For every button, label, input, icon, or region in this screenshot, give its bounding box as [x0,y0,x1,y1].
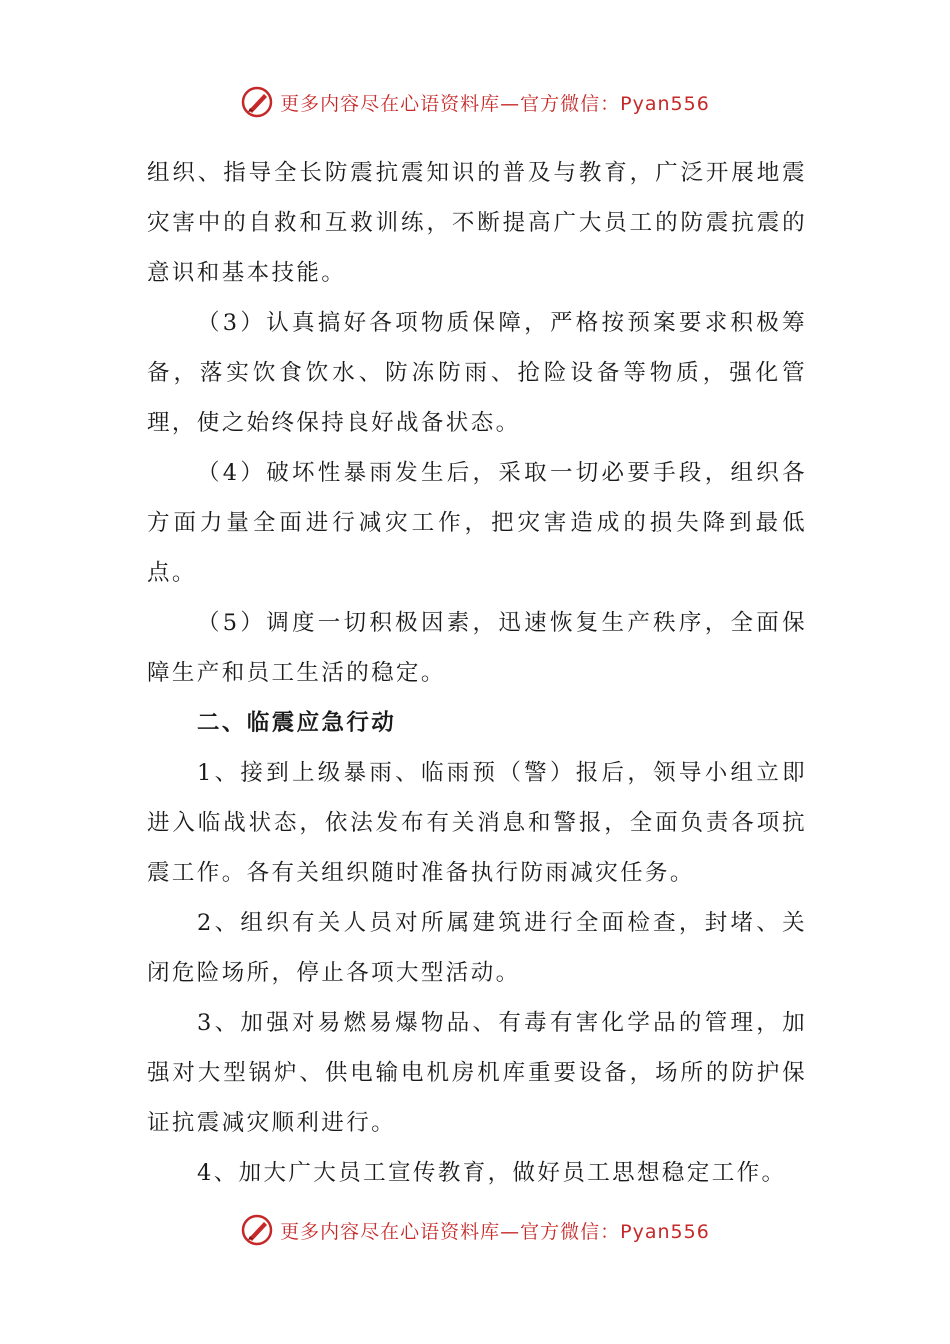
paragraph: （4）破坏性暴雨发生后，采取一切必要手段，组织各方面力量全面进行减灾工作，把灾害造成的损失降到最低点。 [147,460,807,586]
watermark-text: 更多内容尽在心语资料库—官方微信：Pyan556 [280,92,710,115]
paragraph: 4、加大广大员工宣传教育，做好员工思想稳定工作。 [197,1160,787,1186]
paragraph: 1、接到上级暴雨、临雨预（警）报后，领导小组立即进入临战状态，依法发布有关消息和警报，全面负责各项抗震工作。各有关组织随时准备执行防雨减灾任务。 [147,760,807,886]
paragraph: （5）调度一切积极因素，迅速恢复生产秩序，全面保障生产和员工生活的稳定。 [147,610,807,686]
paragraph: 组织、指导全长防震抗震知识的普及与教育，广泛开展地震灾害中的自救和互救训练，不断提高广大员工的防震抗震的意识和基本技能。 [147,160,807,286]
document-body [147,148,807,1198]
paragraph: （3）认真搞好各项物质保障，严格按预案要求积极筹备，落实饮食饮水、防冻防雨、抢险设备等物质，强化管理，使之始终保持良好战备状态。 [147,310,807,436]
paragraph: 3、加强对易燃易爆物品、有毒有害化学品的管理，加强对大型锅炉、供电输电机房机库重要设备，场所的防护保证抗震减灾顺利进行。 [147,1010,807,1136]
pen-seal-icon [240,85,274,119]
watermark-text: 更多内容尽在心语资料库—官方微信：Pyan556 [280,1220,710,1243]
pen-seal-icon [240,1213,274,1247]
watermark-header [0,82,950,122]
watermark-footer [0,1210,950,1250]
paragraph: 2、组织有关人员对所属建筑进行全面检查，封堵、关闭危险场所，停止各项大型活动。 [147,910,807,986]
section-heading: 二、临震应急行动 [197,710,397,736]
